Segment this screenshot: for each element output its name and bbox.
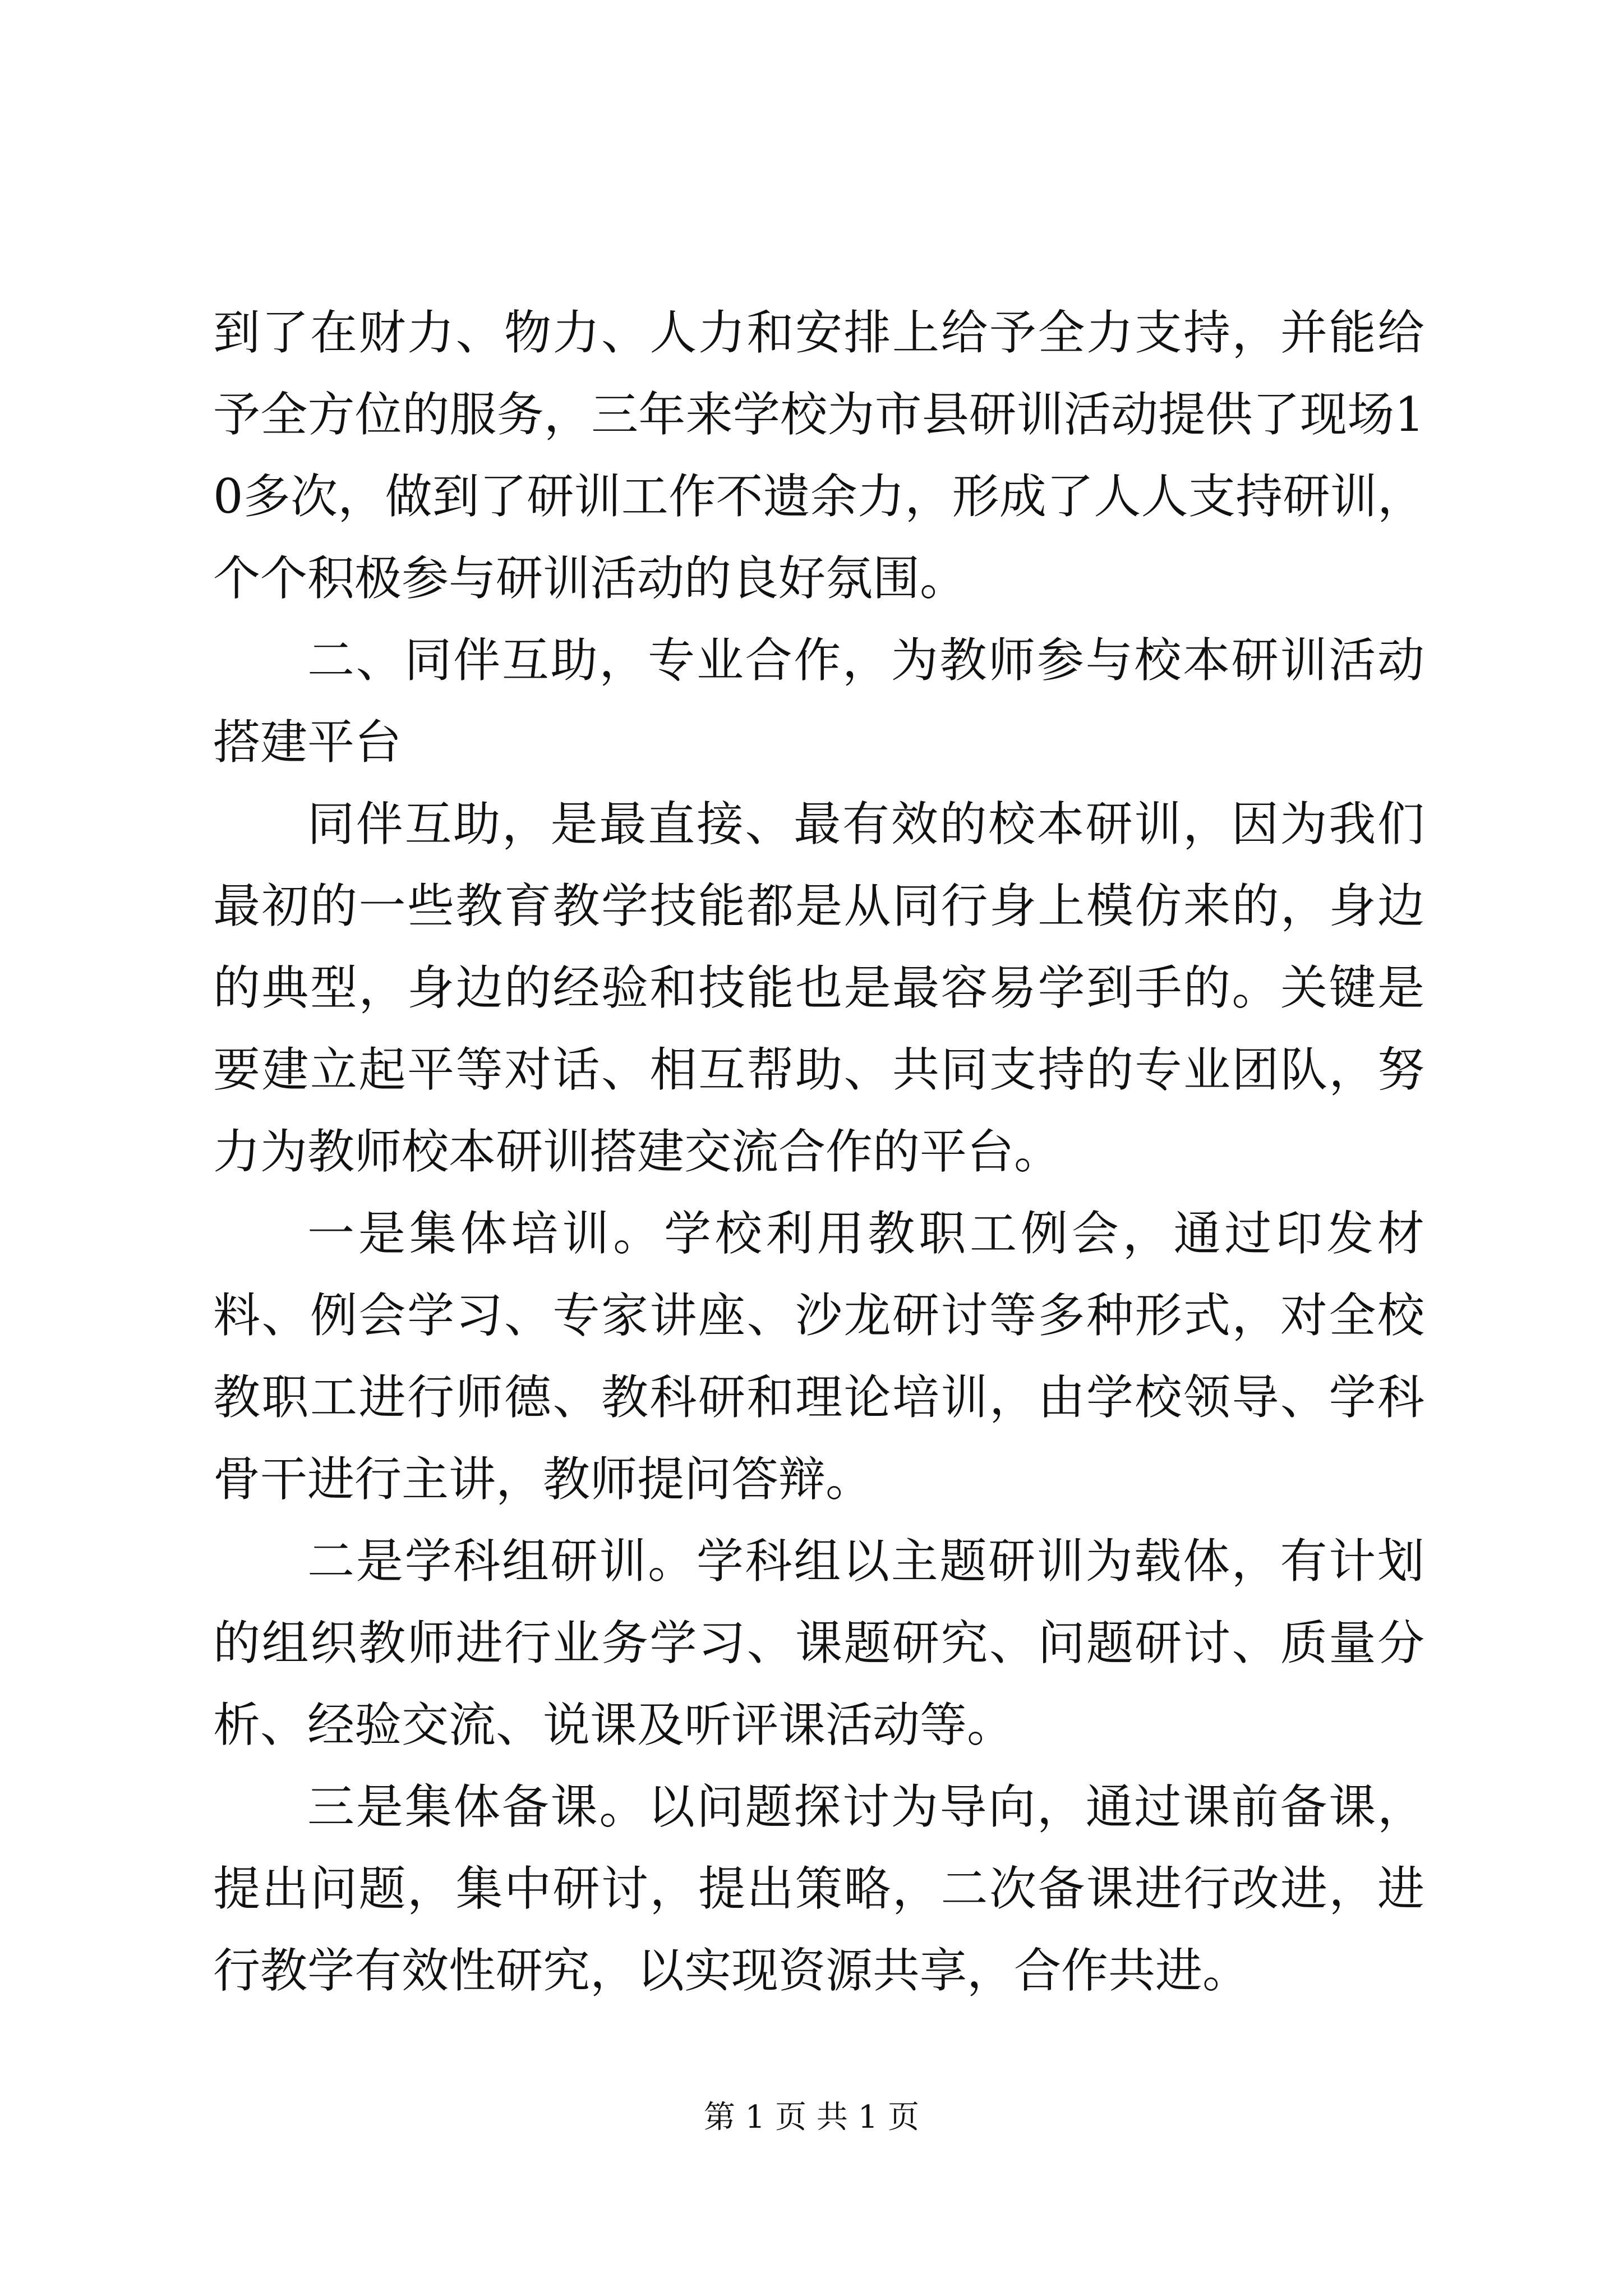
paragraph-1: 到了在财力、物力、人力和安排上给予全力支持，并能给予全方位的服务，三年来学校为市县研训活动提供了现场10多次，做到了研训工作不遗余力，形成了人人支持研训，个个积极参与研训活动的良好氛围。 xyxy=(213,305,1424,606)
paragraph-group-training: 一是集体培训。学校利用教职工例会，通过印发材料、例会学习、专家讲座、沙龙研讨等多种形式，对全校教职工进行师德、教科研和理论培训，由学校领导、学科骨干进行主讲，教师提问答辩。 xyxy=(213,1206,1424,1507)
paragraph-collective-lesson-prep: 三是集体备课。以问题探讨为导向，通过课前备课，提出问题，集中研讨，提出策略，二次备课进行改进，进行教学有效性研究，以实现资源共享，合作共进。 xyxy=(213,1779,1424,1998)
section-heading-2: 二、同伴互助，专业合作，为教师参与校本研训活动搭建平台 xyxy=(213,633,1424,770)
paragraph-subject-group: 二是学科组研训。学科组以主题研训为载体，有计划的组织教师进行业务学习、课题研究、问题研讨、质量分析、经验交流、说课及听评课活动等。 xyxy=(213,1534,1424,1752)
page-number-footer: 第 1 页 共 1 页 xyxy=(703,2099,920,2136)
paragraph-peer-support: 同伴互助，是最直接、最有效的校本研训，因为我们最初的一些教育教学技能都是从同行身上模仿来的，身边的典型，身边的经验和技能也是最容易学到手的。关键是要建立起平等对话、相互帮助、共同支持的专业团队，努力为教师校本研训搭建交流合作的平台。 xyxy=(213,797,1424,1179)
document-body xyxy=(213,292,1424,2012)
